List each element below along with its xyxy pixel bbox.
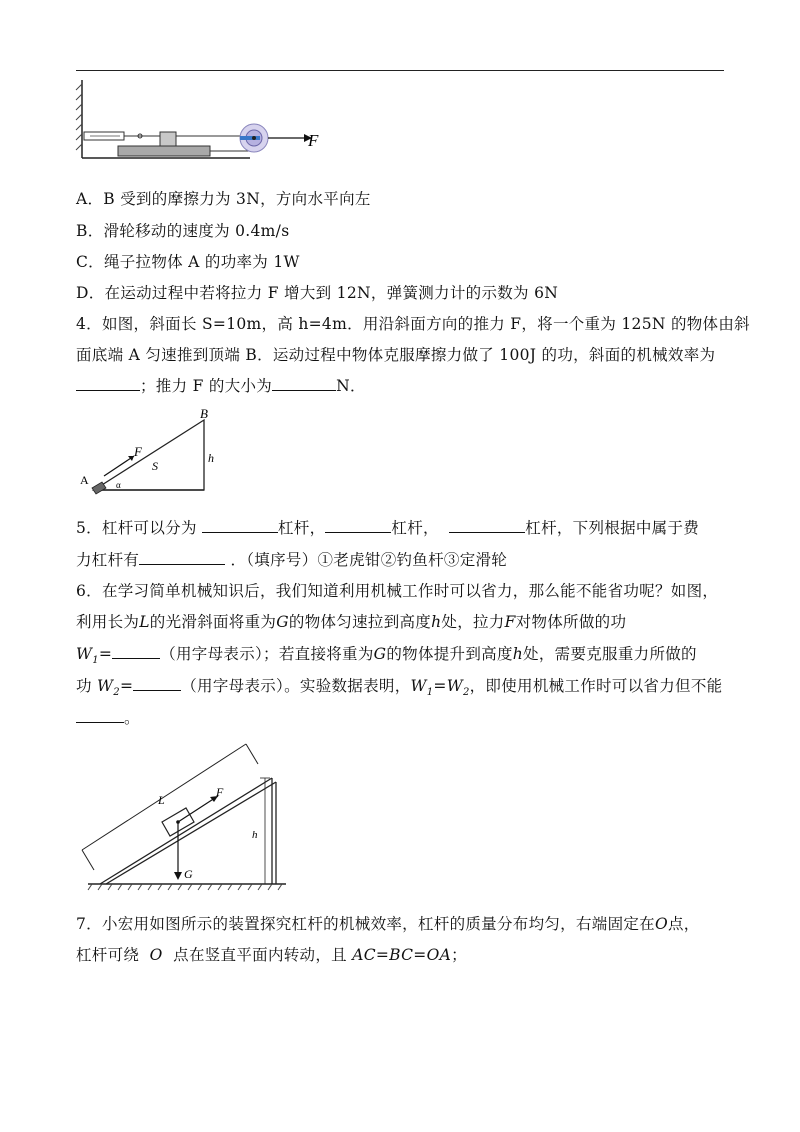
q4-incline-figure xyxy=(76,404,226,500)
q5-answer-blank-3[interactable] xyxy=(449,517,525,533)
q4-angle-label: α xyxy=(116,480,121,490)
q4-line-2: 面底端 A 匀速推到顶端 B．运动过程中物体克服摩擦力做了 100J 的功，斜面的机械效率为 xyxy=(76,346,716,364)
q3-option-d: D．在运动过程中若将拉力 F 增大到 12N，弹簧测力计的示数为 6N xyxy=(76,284,559,302)
q4-point-a-label: A xyxy=(80,473,89,487)
q6-gravity-label: G xyxy=(184,867,193,881)
q4-line-1: 4．如图，斜面长 S=10m，高 h=4m．用沿斜面方向的推力 F，将一个重为 125N 的物体由斜 xyxy=(76,315,750,333)
q7-line-2: 杠杆可绕 O 点在竖直平面内转动，且 AC=BC=OA； xyxy=(76,946,467,964)
q3-pulley-figure xyxy=(70,74,340,164)
q4-height-label: h xyxy=(208,451,214,465)
q6-line-1: 6．在学习简单机械知识后，我们知道利用机械工作时可以省力，那么能不能省功呢？如图， xyxy=(76,582,719,600)
q6-line-3: $W_1=$ （用字母表示）；若直接将重为G的物体提升到高度h处，需要克服重力所做的 xyxy=(76,645,697,667)
q6-line-4: 功 $W_2=$ （用字母表示）。实验数据表明，$W_1=W_2$，即使用机械工作时可以省力但不能 xyxy=(76,677,723,699)
q6-incline-figure xyxy=(80,738,300,890)
q3-option-a: A．B 受到的摩擦力为 3N，方向水平向左 xyxy=(76,190,371,208)
q4-answer-blank-efficiency[interactable] xyxy=(76,375,140,391)
q6-force-label: F xyxy=(216,785,224,799)
q4-answer-blank-force[interactable] xyxy=(272,375,336,391)
q3-option-b: B．滑轮移动的速度为 0.4m/s xyxy=(76,222,290,240)
q6-line-2: 利用长为L的光滑斜面将重为G的物体匀速拉到高度h处，拉力F对物体所做的功 xyxy=(76,613,627,631)
q4-line-3: ；推力 F 的大小为 N． xyxy=(76,375,366,397)
q5-answer-blank-2[interactable] xyxy=(325,517,391,533)
q5-line-2: 力杠杆有 ．（填序号）①老虎钳②钓鱼杆③定滑轮 xyxy=(76,551,508,569)
q6-line-5: 。 xyxy=(76,707,140,729)
q3-force-label: F xyxy=(308,131,319,150)
q6-answer-blank-w2[interactable] xyxy=(133,675,181,691)
q4-force-label: F xyxy=(134,444,142,459)
q4-length-label: S xyxy=(152,459,158,473)
q5-answer-blank-1[interactable] xyxy=(202,517,278,533)
q6-answer-blank-conclusion[interactable] xyxy=(76,707,124,723)
q3-option-c: C．绳子拉物体 A 的功率为 1W xyxy=(76,253,300,271)
q7-line-1: 7．小宏用如图所示的装置探究杠杆的机械效率，杠杆的质量分布均匀，右端固定在O点， xyxy=(76,915,700,933)
q4-point-b-label: B xyxy=(200,406,208,421)
q5-line-1: 5．杠杆可以分为 杠杆， 杠杆， 杠杆，下列根据中属于费 xyxy=(76,519,700,537)
q6-length-label: L xyxy=(158,793,165,807)
top-rule xyxy=(76,70,724,71)
q6-answer-blank-w1[interactable] xyxy=(112,643,160,659)
q6-height-label: h xyxy=(252,829,258,841)
q5-answer-blank-4[interactable] xyxy=(139,549,225,565)
